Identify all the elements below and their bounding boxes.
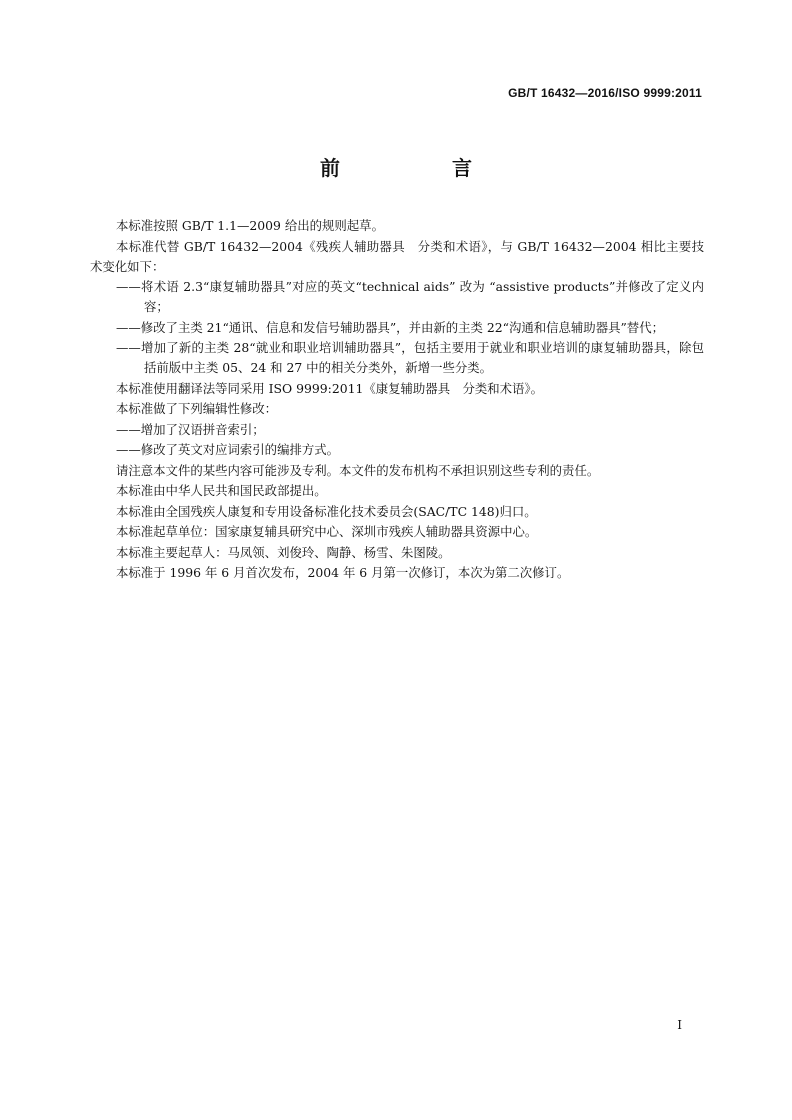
page-number: I [677,1018,682,1032]
paragraph-editorial: 本标准做了下列编辑性修改： [116,401,278,416]
list-item-change-term: ——将术语 2.3“康复辅助器具”对应的英文“technical aids” 改为 “assistive products”并修改了定义内容； [116,279,704,314]
paragraph-replacement: 本标准代替 GB/T 16432—2004《残疾人辅助器具 分类和术语》，与 GB/T 16432—2004 相比主要技术变化如下： [90,238,704,274]
standard-code: GB/T 16432—2016/ISO 9999:2011 [508,86,702,100]
list-item-pinyin-index: ——增加了汉语拼音索引； [116,421,265,437]
paragraph-proposer: 本标准由中华人民共和国民政部提出。 [116,483,327,498]
foreword-body [90,216,704,584]
list-item-change-class21: ——修改了主类 21“通讯、信息和发信号辅助器具”，并由新的主类 22“沟通和信息辅助器具”替代； [116,319,664,335]
list-item-change-class28: ——增加了新的主类 28“就业和职业培训辅助器具”，包括主要用于就业和职业培训的康复辅助器具，除包括前版中主类 05、24 和 27 中的相关分类外，新增一些分类。 [116,340,704,375]
paragraph-translation: 本标准使用翻译法等同采用 ISO 9999:2011《康复辅助器具 分类和术语》。 [116,380,544,396]
paragraph-drafting-units: 本标准起草单位：国家康复辅具研究中心、深圳市残疾人辅助器具资源中心。 [116,524,538,539]
list-item-english-index: ——修改了英文对应词索引的编排方式。 [116,442,340,457]
paragraph-drafting-rule: 本标准按照 GB/T 1.1—2009 给出的规则起草。 [116,218,384,233]
paragraph-patent: 请注意本文件的某些内容可能涉及专利。本文件的发布机构不承担识别这些专利的责任。 [116,462,600,478]
paragraph-drafters: 本标准主要起草人：马凤领、刘俊玲、陶静、杨雪、朱图陵。 [116,544,451,560]
paragraph-committee: 本标准由全国残疾人康复和专用设备标准化技术委员会(SAC/TC 148)归口。 [116,503,537,519]
page-title: 前 言 [320,156,518,180]
paragraph-history: 本标准于 1996 年 6 月首次发布，2004 年 6 月第一次修订，本次为第二次修订。 [116,565,570,580]
